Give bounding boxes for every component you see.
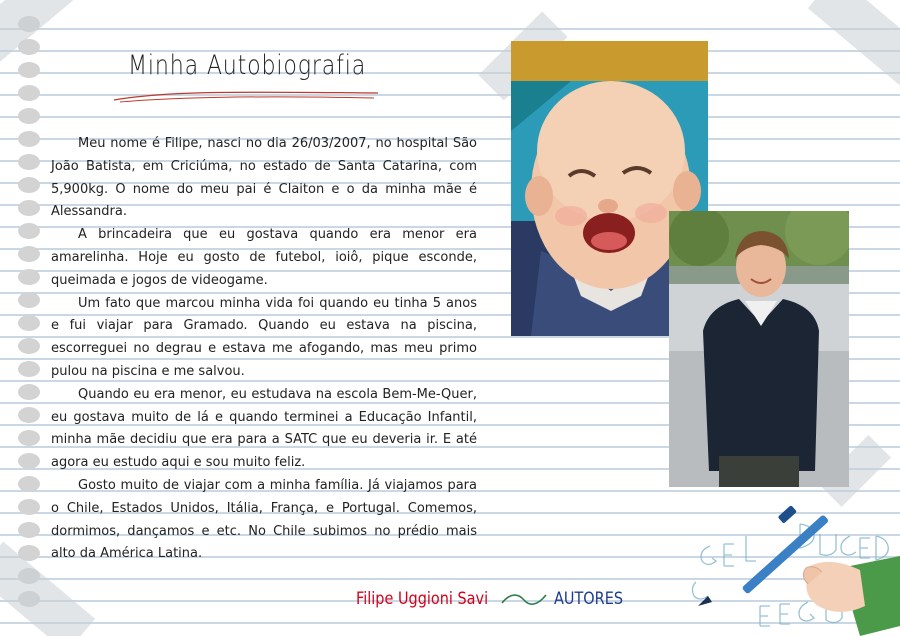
paragraph: Quando eu era menor, eu estudava na escola Bem-Me-Quer, eu gostava muito de lá e quando terminei a Educação Infantil, minha mãe decidiu que era para a SATC que eu deveria ir. E até agora eu estudo aqui e sou muito feliz. [51,386,477,471]
hole [18,246,40,262]
tape-top-right [808,0,900,85]
page-title: Minha Autobiografia [128,50,367,81]
squiggle-icon [500,591,548,607]
author-name: Filipe Uggioni Savi [356,589,489,609]
hole [18,177,40,193]
paragraph: A brincadeira que eu gostava quando era menor era amarelinha. Hoje eu gosto de futebol, ioiô, pique esconde, queimada e jogos de videogame. [51,227,477,288]
boy-photo [669,211,849,487]
hole [18,453,40,469]
footer-credits [356,588,635,610]
paragraph: Meu nome é Filipe, nasci no dia 26/03/2007, no hospital São João Batista, em Criciúma, no estado de Santa Catarina, com 5,900kg. O nome do meu pai é Claiton e o da minha mãe é Alessandra. [51,136,477,220]
hole [18,407,40,423]
hand-writing-pen-icon [690,506,900,636]
hole [18,522,40,538]
hole [18,315,40,331]
spiral-holes [18,8,42,628]
hole [18,85,40,101]
hole [18,131,40,147]
paragraph: Gosto muito de viajar com a minha família. Já viajamos para o Chile, Estados Unidos, Itália, França, e Portugal. Comemos, dormimos, dançamos e etc. No Chile subimos no prédio mais alto da América Latina. [51,477,477,562]
hole [18,292,40,308]
hole [18,269,40,285]
hole [18,223,40,239]
hole [18,361,40,377]
autobiography-text [51,133,477,566]
hole [18,499,40,515]
authors-label: AUTORES [554,589,624,609]
hole [18,62,40,78]
hole [18,108,40,124]
hole [18,338,40,354]
paragraph: Um fato que marcou minha vida foi quando eu tinha 5 anos e fui viajar para Gramado. Quando eu estava na piscina, escorreguei no degrau e estava me afogando, mas meu primo pulou na piscina e me salvou. [51,295,477,379]
hole [18,384,40,400]
hole [18,200,40,216]
hole [18,430,40,446]
hole [18,476,40,492]
title-underline [112,88,382,108]
hole [18,154,40,170]
